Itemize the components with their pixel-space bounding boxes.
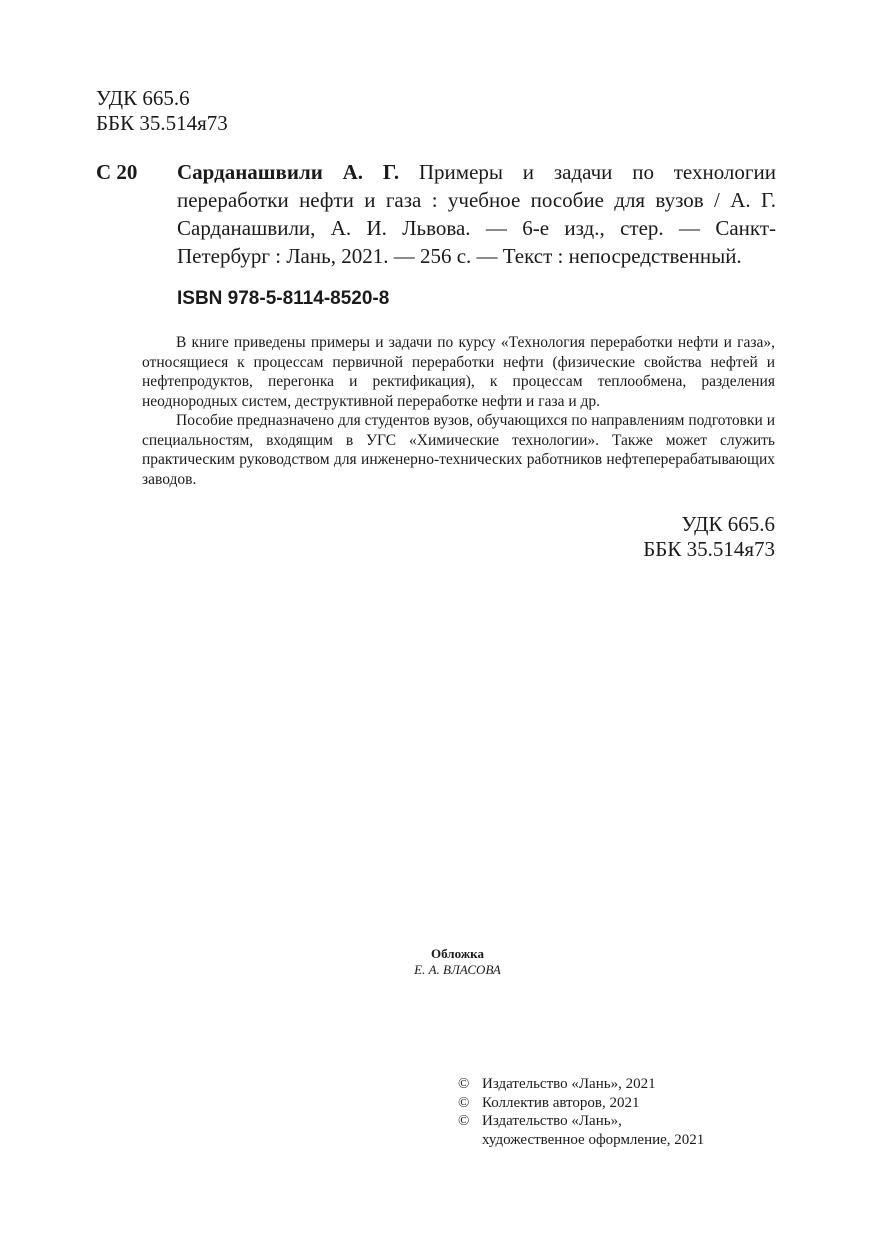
bbk-code: ББК 35.514я73	[96, 111, 228, 135]
udk-block-top	[96, 86, 228, 136]
annotation-paragraph: В книге приведены примеры и задачи по курсу «Технология переработки нефти и газа», относящиеся к процессам первичной переработки нефти (физические свойства нефтей и нефтепродуктов, перегонка и ректификация), к процессам теплообмена, разделения неоднородных систем, деструктивной переработке нефти и газа и др.	[142, 334, 775, 410]
copyright-icon: ©	[458, 1113, 470, 1129]
annotation-paragraph: Пособие предназначено для студентов вузов, обучающихся по направлениям подготовки и специальностям, входящим в УГС «Химические технологии». Также может служить практическим руководством для инженерно-технических работников нефтеперерабатывающих заводов.	[142, 412, 775, 488]
copyright-line	[458, 1075, 704, 1094]
cover-designer: Е. А. ВЛАСОВА	[414, 962, 501, 977]
copyright-text: Издательство «Лань»,	[482, 1113, 622, 1129]
annotation	[142, 333, 775, 489]
udk-block-bottom	[643, 512, 775, 562]
book-description: Примеры и задачи по технологии переработки нефти и газа : учебное пособие для вузов / А. Г. Сарданашвили, А. И. Львова. — 6-е изд., стер. — Санкт-Петербург : Лань, 2021. — 256 с. — Текст : непосредственный.	[177, 160, 776, 268]
isbn-number: ISBN 978-5-8114-8520-8	[177, 288, 390, 309]
udk-code: УДК 665.6	[96, 86, 190, 110]
author-name: Сарданашвили А. Г.	[177, 160, 400, 184]
bbk-code: ББК 35.514я73	[643, 537, 775, 561]
cover-label: Обложка	[431, 946, 484, 961]
author-mark: С 20	[96, 160, 138, 184]
copyright-text: Издательство «Лань», 2021	[482, 1076, 656, 1092]
copyright-icon: ©	[458, 1094, 470, 1111]
udk-code: УДК 665.6	[681, 512, 775, 536]
copyright-text: Коллектив авторов, 2021	[482, 1094, 640, 1111]
copyright-text: художественное оформление, 2021	[482, 1131, 705, 1148]
copyright-line	[458, 1094, 704, 1113]
copyright-line	[458, 1112, 704, 1131]
copyright-icon: ©	[458, 1076, 470, 1092]
bibliographic-description	[177, 158, 776, 270]
cover-credit	[0, 946, 875, 978]
copyright-line	[458, 1131, 704, 1150]
copyright-block	[458, 1075, 704, 1149]
catalog-record	[96, 158, 776, 270]
